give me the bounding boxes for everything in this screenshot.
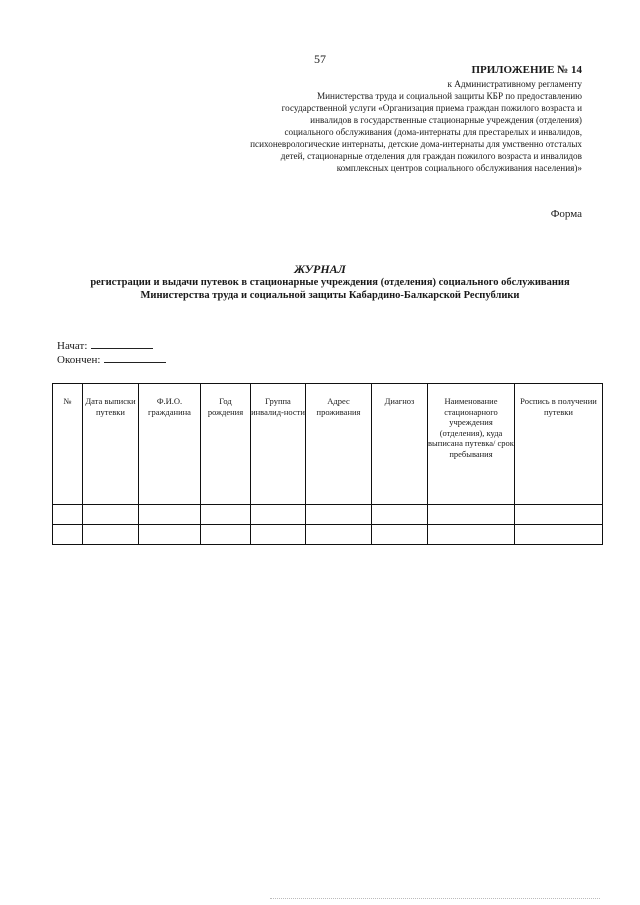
journal-title: ЖУРНАЛ: [294, 262, 346, 276]
table-cell[interactable]: [139, 505, 201, 525]
column-header-issue-date: Дата выписки путевки: [83, 384, 139, 505]
appendix-line: детей, стационарные отделения для граждан пожилого возраста и инвалидов: [280, 151, 582, 161]
column-header-full-name: Ф.И.О. гражданина: [139, 384, 201, 505]
form-label: Форма: [550, 208, 582, 220]
start-date-field: [57, 340, 153, 352]
page-number: 57: [314, 52, 326, 66]
appendix-line: социального обслуживания (дома-интернаты для престарелых и инвалидов,: [284, 127, 582, 137]
table-row: [53, 525, 603, 545]
column-header-diagnosis: Диагноз: [372, 384, 428, 505]
table-cell[interactable]: [372, 525, 428, 545]
column-header-signature: Роспись в получении путевки: [515, 384, 603, 505]
appendix-line: психоневрологические интернаты, детские дома-интернаты для умственно отсталых: [250, 139, 582, 149]
table-row: [53, 505, 603, 525]
appendix-line: комплексных центров социального обслуживания населения)»: [336, 163, 582, 173]
table-cell[interactable]: [201, 525, 251, 545]
end-date-label: Окончен:: [57, 354, 101, 366]
table-header-row: [53, 384, 603, 505]
table-cell[interactable]: [139, 525, 201, 545]
column-header-birth-year: Год рождения: [201, 384, 251, 505]
column-header-disability-group: Группа инвалид-ности: [251, 384, 306, 505]
table-cell[interactable]: [251, 505, 306, 525]
table-cell[interactable]: [428, 505, 515, 525]
column-header-address: Адрес проживания: [306, 384, 372, 505]
table-cell[interactable]: [201, 505, 251, 525]
end-date-field: [57, 354, 166, 366]
appendix-line: инвалидов в государственные стационарные учреждения (отделения): [310, 115, 582, 125]
table-cell[interactable]: [306, 505, 372, 525]
table-cell[interactable]: [428, 525, 515, 545]
table-cell[interactable]: [251, 525, 306, 545]
table-cell[interactable]: [53, 525, 83, 545]
column-header-number: №: [53, 384, 83, 505]
table-cell[interactable]: [53, 505, 83, 525]
journal-subtitle: регистрации и выдачи путевок в стационарные учреждения (отделения) социального обслуживания Министерства труда и социальной защиты Кабардино-Балкарской Республики: [90, 277, 570, 301]
table-cell[interactable]: [83, 505, 139, 525]
end-date-blank[interactable]: [104, 362, 166, 363]
appendix-text: [162, 78, 582, 174]
footer-scan-marks: [270, 898, 600, 901]
column-header-institution: Наименование стационарного учреждения (отделения), куда выписана путевка/ срок пребывания: [428, 384, 515, 505]
table-cell[interactable]: [306, 525, 372, 545]
start-date-label: Начат:: [57, 340, 88, 352]
appendix-line: к Административному регламенту: [447, 79, 582, 89]
appendix-line: государственной услуги «Организация приема граждан пожилого возраста и: [281, 103, 582, 113]
table-cell[interactable]: [372, 505, 428, 525]
register-table: [52, 383, 603, 545]
table-cell[interactable]: [515, 525, 603, 545]
appendix-line: Министерства труда и социальной защиты КБР по предоставлению: [316, 91, 582, 101]
appendix-title: ПРИЛОЖЕНИЕ № 14: [471, 64, 582, 76]
table-cell[interactable]: [83, 525, 139, 545]
table-cell[interactable]: [515, 505, 603, 525]
start-date-blank[interactable]: [91, 348, 153, 349]
